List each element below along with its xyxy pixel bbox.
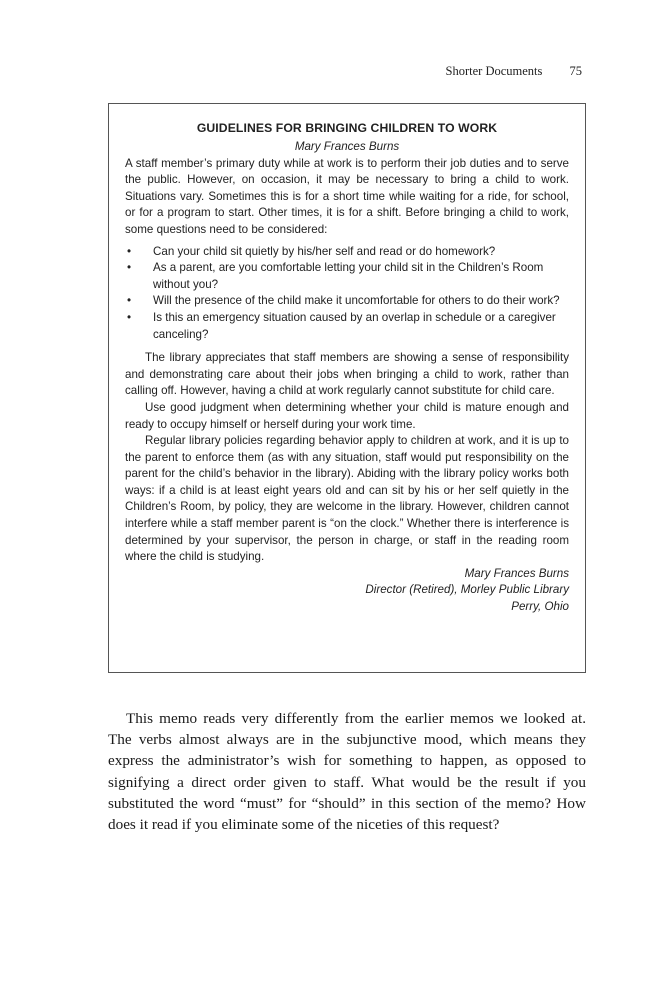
question-list — [125, 244, 569, 344]
list-item — [125, 244, 569, 261]
signature-title: Director (Retired), Morley Public Library — [365, 583, 569, 597]
bullet-icon: • — [127, 244, 132, 258]
list-item-text: Can your child sit quietly by his/her self and read or do homework? — [153, 244, 496, 258]
signature-location: Perry, Ohio — [511, 600, 569, 614]
memo-intro: A staff member’s primary duty while at work is to perform their job duties and to serve the public. However, on occasion, it may be necessary to bring a child to work. Situations vary. Sometimes this is for a short time while waiting for a ride, for school, or for a program to start. Other times, it is for a shift. Before bringing a child to work, some questions need to be considered: — [125, 156, 569, 236]
memo-box — [108, 103, 586, 673]
page-number: 75 — [569, 64, 582, 78]
running-head — [0, 64, 582, 79]
memo-title: GUIDELINES FOR BRINGING CHILDREN TO WORK — [196, 121, 498, 135]
memo-paragraph: Regular library policies regarding behavior apply to children at work, and it is up to the parent to enforce them (as with any situation, staff would put responsibility on the parent for the child’s behavior in the library). Abiding with the library policy works both ways: if a child is at least eight years old and can sit by his or her self quietly in the Children’s Room, by policy, they are welcome in the library. However, children cannot interfere while a staff member parent is “on the clock.” Whether there is interference is determined by your supervisor, the person in charge, or staff in the reading room where the child is studying. — [125, 434, 569, 564]
bullet-icon: • — [127, 310, 132, 324]
signature-name: Mary Frances Burns — [464, 566, 569, 580]
list-item-text: Will the presence of the child make it uncomfortable for others to do their work? — [153, 294, 560, 308]
bullet-icon: • — [127, 294, 132, 308]
list-item — [125, 293, 569, 310]
memo-author: Mary Frances Burns — [294, 140, 400, 153]
bullet-icon: • — [127, 261, 132, 275]
list-item — [125, 310, 569, 343]
body-paragraph: This memo reads very differently from the earlier memos we looked at. The verbs almost always are in the subjunctive mood, which means they express the administrator’s wish for something to happen, as opposed to signifying a direct order given to staff. What would be the result if you substituted the word “must” for “should” in this section of the memo? How does it read if you eliminate some of the niceties of this request? — [108, 710, 586, 834]
memo-paragraph: Use good judgment when determining whether your child is mature enough and ready to occupy himself or herself during your work time. — [125, 400, 569, 431]
running-title: Shorter Documents — [445, 64, 543, 78]
list-item-text: Is this an emergency situation caused by an overlap in schedule or a caregiver canceling? — [153, 310, 556, 341]
list-item — [125, 260, 569, 293]
list-item-text: As a parent, are you comfortable letting your child sit in the Children’s Room without you? — [153, 261, 544, 291]
memo-paragraph: The library appreciates that staff members are showing a sense of responsibility and demonstrating care about their jobs when bringing a child to work, rather than calling off. However, having a child at work regularly cannot substitute for child care. — [125, 351, 569, 398]
